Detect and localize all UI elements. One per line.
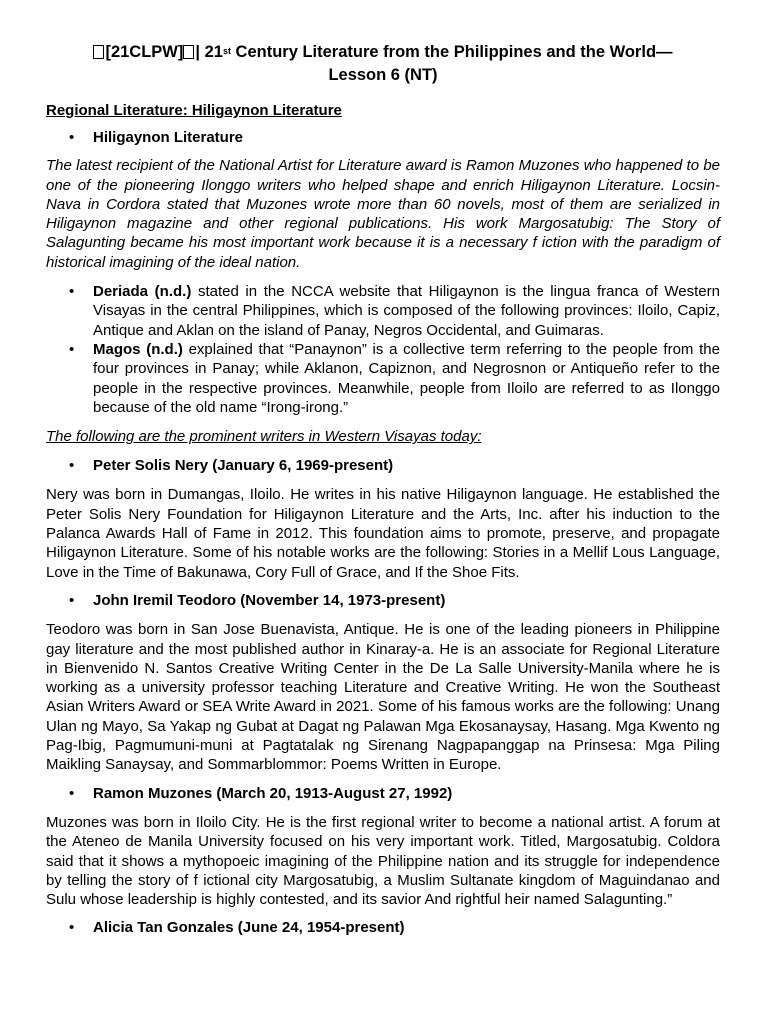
writer-list [46, 918, 720, 937]
missing-glyph-icon [93, 45, 104, 59]
source-text: explained that “Panaynon” is a collective term referring to the people from the four provinces in Panay; while Aklanon, Capiznon, and Negrosnon or Antiqueño refer to the people in the respective provinces. Meanwhile, people from Iloilo are referred to as Ilonggo because of the old name “Irong-irong.” [93, 340, 720, 416]
title-sup: st [222, 46, 231, 56]
list-item [46, 282, 720, 340]
writer-name: Ramon Muzones (March 20, 1913-August 27, 1992) [93, 784, 453, 802]
writer-name-item [46, 918, 720, 937]
writer-list [46, 784, 720, 803]
source-text: stated in the NCCA website that Hiligaynon is the lingua franca of Western Visayas in the central Philippines, which is composed of the following provinces: Iloilo, Capiz, Antique and Aklan on the island of Panay, Negros Occidental, and Guimaras. [93, 283, 720, 339]
intro-bullet-label: Hiligaynon Literature [93, 129, 244, 146]
title-prefix: [21CLPW] [105, 43, 184, 61]
bullet-icon: • [69, 340, 75, 358]
intro-paragraph: The latest recipient of the National Artist for Literature award is Ramon Muzones who happened to be one of the pioneering Ilonggo writers who helped shape and enrich Hiligaynon Literature. Locsin-Nava in Cordora stated that Muzones wrote more than 60 novels, most of them are serialized in Hiligaynon magazine and other regional publications. His work Margosatubig: The Story of Salagunting became his most important work because it is a necessary f iction with the paradigm of historical imagining of the ideal nation. [46, 157, 720, 271]
bullet-icon: • [69, 283, 75, 301]
writer-name: Alicia Tan Gonzales (June 24, 1954-present) [93, 919, 405, 937]
bullet-icon: • [69, 919, 75, 937]
writer-name-item [46, 784, 720, 803]
title-mid: | 21 [195, 43, 223, 61]
intro-list [46, 128, 720, 147]
source-name: Magos (n.d.) [93, 340, 183, 358]
section-heading: Regional Literature: Hiligaynon Literature [46, 102, 342, 119]
writer-list [46, 591, 720, 610]
bullet-icon: • [69, 784, 75, 802]
writer-name: Peter Solis Nery (January 6, 1969-present) [93, 457, 394, 475]
writer-name-item [46, 456, 720, 475]
writers-heading: The following are the prominent writers in Western Visayas today: [46, 428, 482, 446]
writer-name-item [46, 591, 720, 610]
title-rest: Century Literature from the Philippines and the World— [230, 43, 673, 61]
writer-bio: Teodoro was born in San Jose Buenavista, Antique. He is one of the leading pioneers in Philippine gay literature and the most published author in Kinaray-a. He is an associate for Regional Literature in Bienvenido N. Santos Creative Writing Center in the De La Salle University-Manila where he is working as a university professor teaching Literature and Creative Writing. He won the Southeast Asian Writers Award or SEA Write Award in 2021. Some of his famous works are the following: Unang Ulan ng Mayo, Sa Yakap ng Gubat at Dagat ng Palawan Mga Ekosanaysay, Hasang. Mga Kwento ng Pag-Ibig, Pagmumuni-muni at Pagtatalak ng Sirenang Nagpapanggap na Prinsesa: Mga Piling Maikling Sanaysay, and Sommarblommor: Poems Written in Europe. [46, 621, 720, 774]
list-item [46, 128, 720, 147]
bullet-icon: • [69, 457, 75, 475]
document-page [46, 41, 720, 938]
bullet-icon: • [69, 591, 75, 609]
page-title [46, 41, 720, 87]
writer-name: John Iremil Teodoro (November 14, 1973-present) [93, 591, 446, 609]
writer-bio: Muzones was born in Iloilo City. He is the first regional writer to become a national artist. A forum at the Ateneo de Manila University focused on his very important work. Titled, Margosatubig. Coldora said that it shows a mythopoeic imagining of the Philippine nation and its struggle for independence by telling the story of f ictional city Margosatubig, a Muslim Sultanate kingdom of Maguindanao and Sulu whose leadership is highly contested, and its savior And rightful heir named Salagunting.” [46, 813, 720, 909]
bullet-icon: • [69, 129, 75, 146]
writer-list [46, 456, 720, 475]
title-line2: Lesson 6 (NT) [328, 66, 438, 84]
sources-list [46, 282, 720, 417]
missing-glyph-icon [183, 45, 194, 59]
writer-bio: Nery was born in Dumangas, Iloilo. He writes in his native Hiligaynon language. He established the Peter Solis Nery Foundation for Hiligaynon Literature and the Arts, Inc. after his induction to the Palanca Awards Hall of Fame in 2012. This foundation aims to promote, preserve, and propagate Hiligaynon Literature. Some of his notable works are the following: Stories in a Mellif Lous Language, Love in the Time of Bakunawa, Cory Full of Grace, and If the Shoe Fits. [46, 486, 720, 581]
list-item [46, 340, 720, 417]
source-name: Deriada (n.d.) [93, 283, 192, 301]
